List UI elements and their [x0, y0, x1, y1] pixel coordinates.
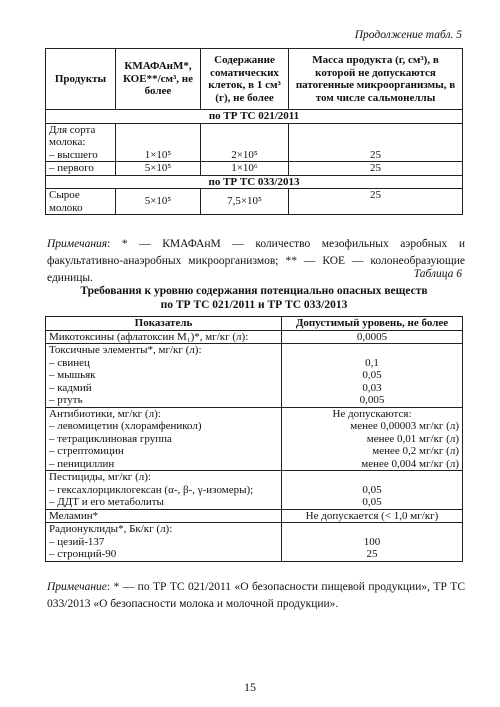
- table-row: [46, 471, 463, 510]
- product-name: – первого: [46, 162, 116, 176]
- table-row: [46, 162, 463, 176]
- table-6-title-line-2: по ТР ТС 021/2011 и ТР ТС 033/2013: [160, 299, 348, 311]
- table-cell: 25: [289, 189, 463, 215]
- level-cell: [282, 523, 463, 562]
- header-permissible-level: Допустимый уровень, не более: [282, 317, 463, 331]
- header-kmafanm: КМАФАнМ*, КОЕ**/см³, не более: [116, 49, 201, 110]
- indicator-cell: [46, 344, 282, 408]
- header-products: Продукты: [46, 49, 116, 110]
- table-cell: 1×10⁶: [201, 162, 289, 176]
- level-value: 0,03: [362, 381, 382, 394]
- indicator-cell: [46, 471, 282, 510]
- table-cell: 1×10⁵: [116, 123, 201, 162]
- list-item: – ДДТ и его метаболиты: [49, 496, 164, 508]
- table-row: [46, 330, 463, 344]
- table-cell: 5×10⁵: [116, 189, 201, 215]
- header-somatic-cells: Содержание соматических клеток, в 1 см³ (г), не более: [201, 49, 289, 110]
- table-continuation-label: Продолжение табл. 5: [354, 29, 462, 41]
- table-5-continued: [45, 48, 463, 215]
- group-label: Радионуклиды*, Бк/кг (л):: [49, 523, 173, 535]
- table-6-note: [47, 579, 465, 613]
- level-value: 0,05: [362, 369, 382, 381]
- table-6: [45, 316, 463, 562]
- section-title: по ТР ТС 021/2011: [46, 110, 463, 124]
- table-6-label: Таблица 6: [413, 268, 462, 280]
- note-text: : * — КМАФАнМ — количество мезофильных аэробных и факультативно-анаэробных микроорганизмов; ** — КОЕ — колонеобразующие единицы.: [47, 238, 465, 284]
- milk-grade-label: Для сорта молока:: [49, 123, 96, 148]
- table-row: [46, 189, 463, 215]
- list-item: – пенициллин: [49, 457, 115, 470]
- list-item: – свинец: [49, 356, 90, 369]
- level-value: 0,1: [365, 356, 379, 369]
- list-item: – гексахлорциклогексан (α-, β-, γ-изомеры);: [49, 483, 254, 496]
- table-cell: 25: [289, 123, 463, 162]
- table-6-title-line-1: Требования к уровню содержания потенциально опасных веществ: [80, 285, 428, 297]
- level-value: менее 0,00003 мг/кг (л): [350, 420, 459, 432]
- level-value: 100: [363, 535, 381, 548]
- list-item: – стронций-90: [49, 548, 117, 560]
- level-cell: [282, 407, 463, 471]
- list-item: – кадмий: [49, 381, 92, 394]
- section-row: [46, 110, 463, 124]
- level-value: менее 0,2 мг/кг (л): [372, 445, 459, 457]
- level-value: менее 0,004 мг/кг (л): [361, 457, 459, 470]
- note-label: Примечания: [47, 238, 108, 250]
- table-cell: 5×10⁵: [116, 162, 201, 176]
- page-number: 15: [244, 680, 256, 694]
- list-item: – левомицетин (хлорамфеникол): [49, 420, 202, 432]
- product-name: Сырое молоко: [46, 189, 116, 215]
- table-header-row: [46, 317, 463, 331]
- section-title: по ТР ТС 033/2013: [46, 175, 463, 189]
- header-indicator: Показатель: [46, 317, 282, 331]
- level-value: 0,05: [362, 483, 382, 496]
- group-label: Токсичные элементы*, мг/кг (л):: [49, 344, 202, 356]
- table-5-note: [47, 236, 465, 287]
- table-cell: [46, 123, 116, 162]
- section-row: [46, 175, 463, 189]
- level-cell: [282, 344, 463, 408]
- indicator-cell: Меламин*: [46, 509, 282, 523]
- level-value: Не допускаются:: [332, 407, 412, 420]
- table-cell: 2×10⁵: [201, 123, 289, 162]
- level-value: 25: [366, 548, 378, 560]
- table-row: [46, 523, 463, 562]
- indicator-cell: [46, 407, 282, 471]
- indicator-cell: [46, 523, 282, 562]
- list-item: – стрептомицин: [49, 445, 124, 457]
- level-cell: Не допускается (< 1,0 мг/кг): [282, 509, 463, 523]
- table-cell: 7,5×10⁵: [201, 189, 289, 215]
- list-item: – мышьяк: [49, 369, 96, 381]
- note-label: Примечание: [47, 581, 107, 593]
- table-row: [46, 407, 463, 471]
- table-cell: 25: [289, 162, 463, 176]
- note-text: : * — по ТР ТС 021/2011 «О безопасности пищевой продукции», ТР ТС 033/2013 «О безопасности молока и молочной продукции».: [47, 581, 465, 610]
- list-item: – цезий-137: [49, 535, 105, 548]
- list-item: – тетрациклиновая группа: [49, 432, 172, 445]
- level-value: 0,05: [362, 496, 382, 508]
- table-row: [46, 509, 463, 523]
- table-row: [46, 123, 463, 162]
- header-pathogen-mass: Масса продукта (г, см³), в которой не допускаются патогенные микроорганизмы, в том числе сальмонеллы: [289, 49, 463, 110]
- level-cell: 0,0005: [282, 330, 463, 344]
- list-item: – ртуть: [49, 394, 83, 406]
- product-name: – высшего: [49, 148, 98, 161]
- table-row: [46, 344, 463, 408]
- indicator-cell: Микотоксины (афлатоксин M₁)*, мг/кг (л):: [46, 330, 282, 344]
- group-label: Антибиотики, мг/кг (л):: [49, 407, 161, 420]
- group-label: Пестициды, мг/кг (л):: [49, 471, 151, 483]
- level-value: менее 0,01 мг/кг (л): [366, 432, 459, 445]
- level-value: 0,005: [359, 394, 385, 406]
- level-cell: [282, 471, 463, 510]
- table-header-row: [46, 49, 463, 110]
